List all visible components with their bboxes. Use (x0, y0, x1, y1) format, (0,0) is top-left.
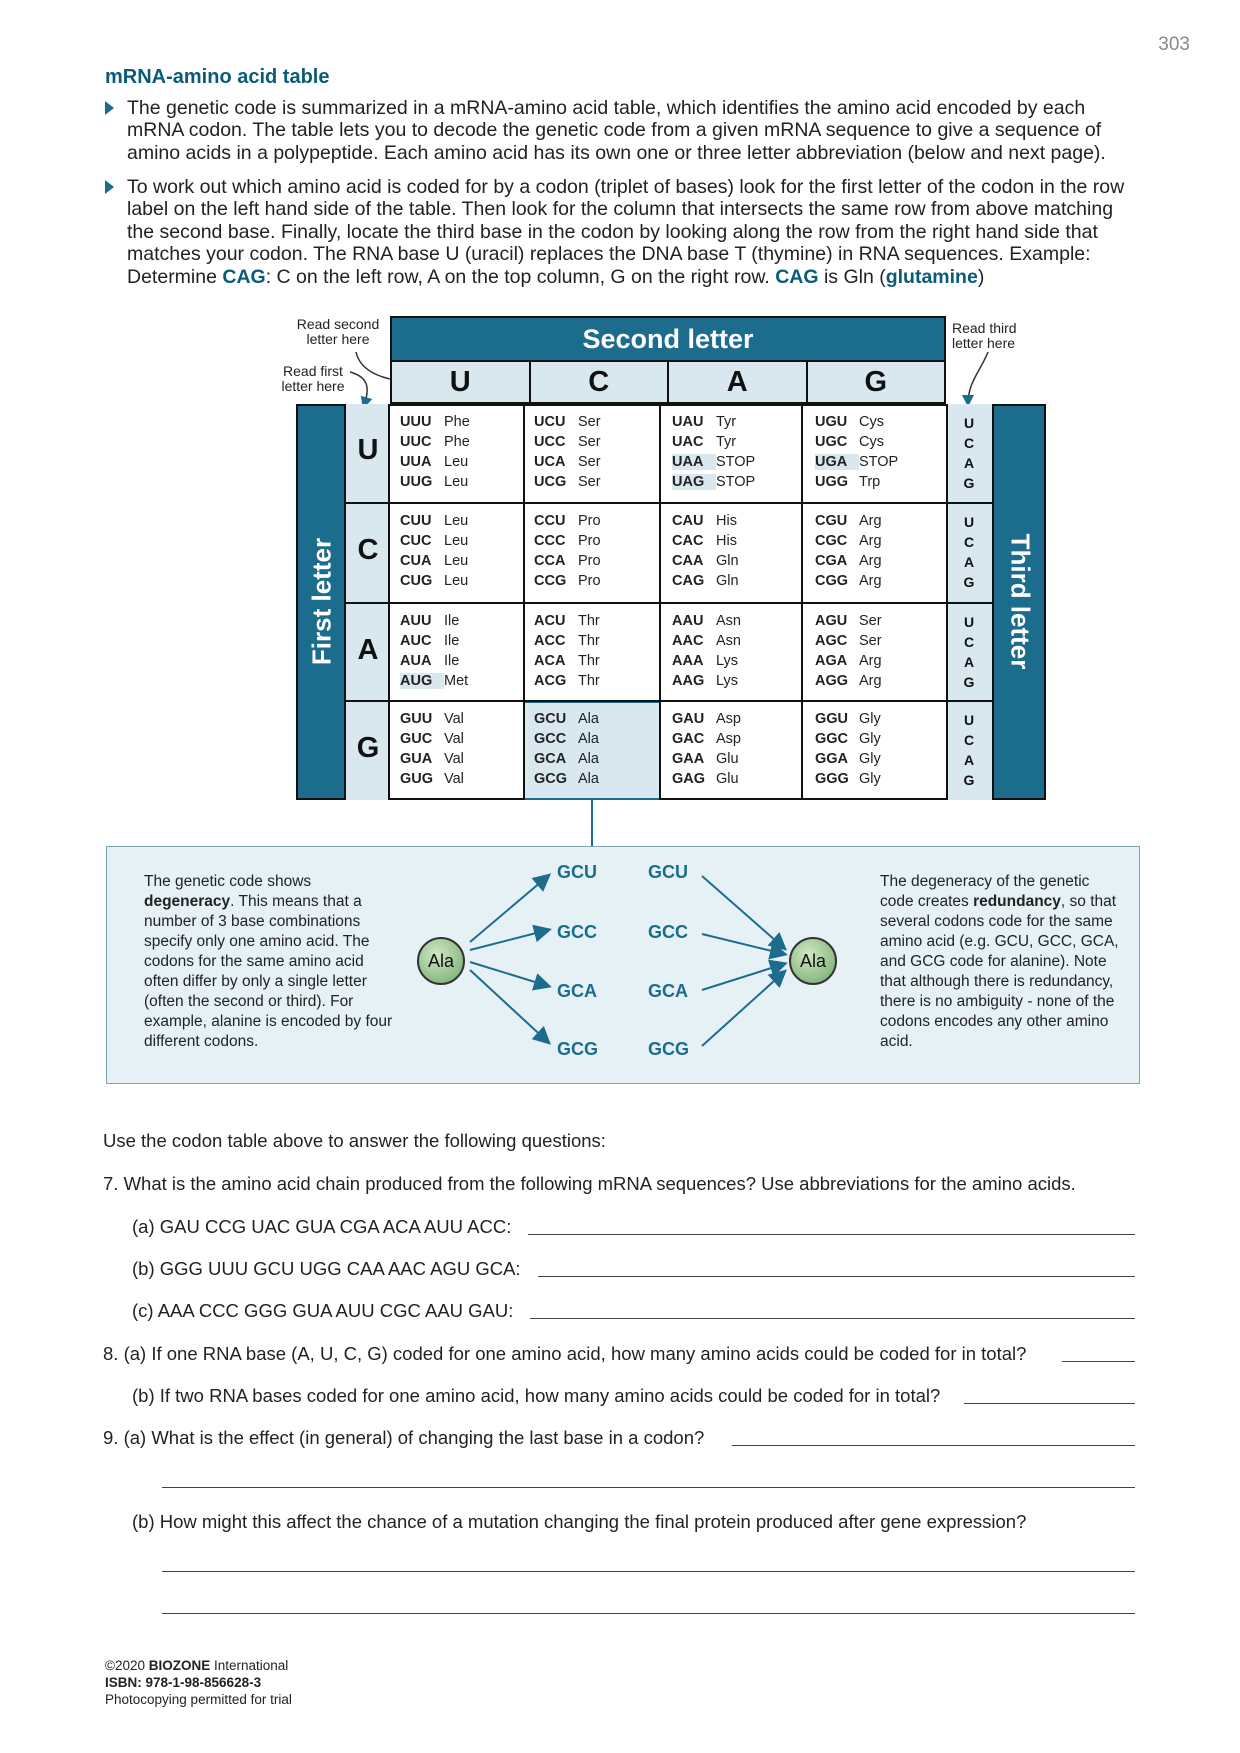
codon-entry: GAU Asp (672, 711, 741, 727)
codon-entry: AUA Ile (400, 653, 460, 669)
codon-entry: GUG Val (400, 771, 464, 787)
read-third-arrow (968, 352, 988, 404)
codon-entry: GAG Glu (672, 771, 739, 787)
codon-entry: CUA Leu (400, 553, 469, 569)
third-base-letter: C (963, 435, 975, 451)
codon-entry: CAG Gln (672, 573, 739, 589)
first-base-u: U (357, 434, 379, 466)
second-base-u: U (392, 362, 531, 402)
redundancy-text: The degeneracy of the genetic code creates redundancy, so that several codons code for the same amino acid (e.g. GCU, GCC, GCA, and GCG code for alanine). Note that although there is redundancy, there is no ambiguity - none of the codons encodes any other amino acid. (880, 873, 1119, 1050)
codon-left-gcc: GCC (557, 922, 597, 942)
footer-note: Photocopying permitted for trial (105, 1692, 292, 1707)
codon-entry: UAG STOP (672, 474, 756, 490)
codon-entry: UAC Tyr (672, 434, 737, 450)
codon-entry: AGA Arg (815, 653, 882, 669)
codon-entry: GGA Gly (815, 751, 881, 767)
read-first-arrow (350, 372, 367, 406)
codon-entry: GAC Asp (672, 731, 741, 747)
degeneracy-arrows (0, 840, 1240, 1090)
codon-entry: CCU Pro (534, 513, 601, 529)
third-base-letter: A (963, 654, 975, 670)
question-9a: 9. (a) What is the effect (in general) of changing the last base in a codon? (103, 1427, 705, 1448)
codon-entry: CCC Pro (534, 533, 601, 549)
codon-entry: UCG Ser (534, 474, 601, 490)
codon-entry: CUU Leu (400, 513, 469, 529)
codon-right-gcu: GCU (648, 862, 688, 882)
codon-entry: UCC Ser (534, 434, 601, 450)
ala-circle-left: Ala (417, 937, 465, 985)
answer-line-7a[interactable] (528, 1234, 1135, 1235)
answer-line-7b[interactable] (538, 1276, 1135, 1277)
answer-line-8a[interactable] (1062, 1361, 1135, 1362)
codon-left-gcu: GCU (557, 862, 597, 882)
codon-entry: GCA Ala (534, 751, 599, 767)
third-base-letter: U (963, 514, 975, 530)
codon-entry: GGU Gly (815, 711, 881, 727)
codon-entry: UGA STOP (815, 454, 899, 470)
codon-entry: GUU Val (400, 711, 464, 727)
codon-entry: AAC Asn (672, 633, 741, 649)
codon-left-gca: GCA (557, 981, 597, 1001)
codon-entry: UUA Leu (400, 454, 469, 470)
codon-entry: GGC Gly (815, 731, 881, 747)
third-base-letter: C (963, 732, 975, 748)
third-base-letter: G (963, 475, 975, 491)
codon-entry: AAG Lys (672, 673, 739, 689)
codon-entry: CGU Arg (815, 513, 882, 529)
codon-entry: GCG Ala (534, 771, 599, 787)
second-base-c: C (531, 362, 670, 402)
codon-entry: AUU Ile (400, 613, 460, 629)
codon-entry: UUC Phe (400, 434, 470, 450)
question-7a: (a) GAU CCG UAC GUA CGA ACA AUU ACC: (132, 1216, 512, 1237)
ala-circle-right: Ala (789, 937, 837, 985)
answer-line-9a-2[interactable] (162, 1487, 1135, 1488)
third-base-letter: C (963, 534, 975, 550)
first-base-a: A (357, 634, 379, 666)
third-base-letter: A (963, 752, 975, 768)
codon-entry: AUG Met (400, 673, 469, 689)
third-base-letter: U (963, 614, 975, 630)
second-base-row (390, 362, 946, 404)
codon-entry: CAA Gln (672, 553, 739, 569)
codon-entry: GUC Val (400, 731, 464, 747)
question-8b: (b) If two RNA bases coded for one amino acid, how many amino acids could be coded for in total? (132, 1385, 941, 1406)
codon-entry: UAA STOP (672, 454, 756, 470)
codon-entry: CAC His (672, 533, 737, 549)
codon-entry: CCA Pro (534, 553, 601, 569)
codon-entry: CUC Leu (400, 533, 469, 549)
page-number: 303 (1158, 34, 1190, 55)
first-letter-band (296, 404, 346, 800)
codon-entry: ACU Thr (534, 613, 600, 629)
codon-entry: GGG Gly (815, 771, 881, 787)
codon-entry: CCG Pro (534, 573, 601, 589)
codon-left-gcg: GCG (557, 1039, 599, 1059)
first-base-c: C (357, 534, 379, 566)
codon-entry: UCA Ser (534, 454, 601, 470)
questions-intro: Use the codon table above to answer the following questions: (103, 1130, 606, 1151)
second-letter-band: Second letter (390, 316, 946, 362)
codon-entry: AUC Ile (400, 633, 460, 649)
codon-entry: AAU Asn (672, 613, 741, 629)
codon-entry: UCU Ser (534, 414, 601, 430)
third-base-letter: A (963, 455, 975, 471)
read-first-label: Read first letter here (281, 363, 345, 394)
codon-entry: CGG Arg (815, 573, 882, 589)
question-7: 7. What is the amino acid chain produced from the following mRNA sequences? Use abbreviations for the amino acids. (103, 1173, 1076, 1194)
codon-entry: UUG Leu (400, 474, 469, 490)
codon-entry: ACA Thr (534, 653, 600, 669)
second-base-g: G (864, 366, 888, 398)
codon-entry: AGG Arg (815, 673, 882, 689)
third-letter-label: Third letter (1005, 533, 1036, 670)
footer-isbn: ISBN: 978-1-98-856628-3 (105, 1675, 262, 1690)
footer-copyright: ©2020 BIOZONE International (105, 1658, 289, 1673)
codon-entry: CUG Leu (400, 573, 469, 589)
intro-paragraph-1: The genetic code is summarized in a mRNA-amino acid table, which identifies the amino acid encoded by each mRNA codon. The table lets you to decode the genetic code from a given mRNA sequence to give a sequence of amino acids in a polypeptide. Each amino acid has its own one or three letter abbreviation (below and next page). (107, 97, 1137, 164)
third-base-letter: C (963, 634, 975, 650)
codon-entry: ACG Thr (534, 673, 600, 689)
answer-line-9b-1[interactable] (162, 1571, 1135, 1572)
third-base-letter: G (963, 574, 975, 590)
codon-entry: UAU Tyr (672, 414, 737, 430)
second-base-a: A (669, 362, 808, 402)
third-base-letter: G (963, 674, 975, 690)
first-base-g: G (356, 732, 380, 764)
read-second-label: Read second letter here (296, 316, 380, 347)
third-base-letter: U (963, 415, 975, 431)
codon-entry: UGC Cys (815, 434, 884, 450)
answer-line-9b-2[interactable] (162, 1613, 1135, 1614)
codon-entry: CGC Arg (815, 533, 882, 549)
third-base-letter: G (963, 772, 975, 788)
codon-right-gcg: GCG (648, 1039, 690, 1059)
degeneracy-text: The genetic code shows degeneracy. This means that a number of 3 base combinations specify only one amino acid. The codons for the same amino acid often differ by only a single letter (often the second or third). For example, alanine is encoded by four different codons. (144, 873, 393, 1050)
read-third-label: Read third letter here (952, 320, 1017, 351)
codon-entry: AGC Ser (815, 633, 882, 649)
answer-line-7c[interactable] (530, 1318, 1135, 1319)
third-base-letter: A (963, 554, 975, 570)
section-title: mRNA-amino acid table (105, 66, 330, 88)
question-7b: (b) GGG UUU GCU UGG CAA AAC AGU GCA: (132, 1258, 521, 1279)
codon-entry: UUU Phe (400, 414, 470, 430)
answer-line-9a[interactable] (732, 1445, 1135, 1446)
codon-entry: AGU Ser (815, 613, 882, 629)
codon-entry: GCU Ala (534, 711, 599, 727)
codon-entry: AAA Lys (672, 653, 739, 669)
codon-right-gcc: GCC (648, 922, 688, 942)
question-8a: 8. (a) If one RNA base (A, U, C, G) coded for one amino acid, how many amino acids could be coded for in total? (103, 1343, 1027, 1364)
codon-entry: UGU Cys (815, 414, 884, 430)
answer-line-8b[interactable] (964, 1403, 1135, 1404)
question-7c: (c) AAA CCC GGG GUA AUU CGC AAU GAU: (132, 1300, 514, 1321)
question-9b: (b) How might this affect the chance of a mutation changing the final protein produced after gene expression? (132, 1511, 1027, 1532)
codon-entry: CGA Arg (815, 553, 882, 569)
codon-entry: GCC Ala (534, 731, 599, 747)
codon-entry: GAA Glu (672, 751, 739, 767)
codon-right-gca: GCA (648, 981, 688, 1001)
codon-entry: ACC Thr (534, 633, 600, 649)
first-letter-label: First letter (306, 537, 337, 666)
third-base-letter: U (963, 712, 975, 728)
third-letter-band (992, 404, 1046, 800)
codon-entry: CAU His (672, 513, 737, 529)
codon-entry: UGG Trp (815, 474, 881, 490)
codon-entry: GUA Val (400, 751, 464, 767)
intro-paragraph-2: To work out which amino acid is coded for by a codon (triplet of bases) look for the first letter of the codon in the row label on the left hand side of the table. Then look for the column that intersects the same row from above matching the second base. Finally, locate the third base in the codon by looking along the row from the right hand side that matches your codon. The RNA base U (uracil) replaces the DNA base T (thymine) in RNA sequences. Example: Determine CAG: C on the left row, A on the top column, G on the right row. CAG is Gln (glutamine) (107, 176, 1137, 288)
